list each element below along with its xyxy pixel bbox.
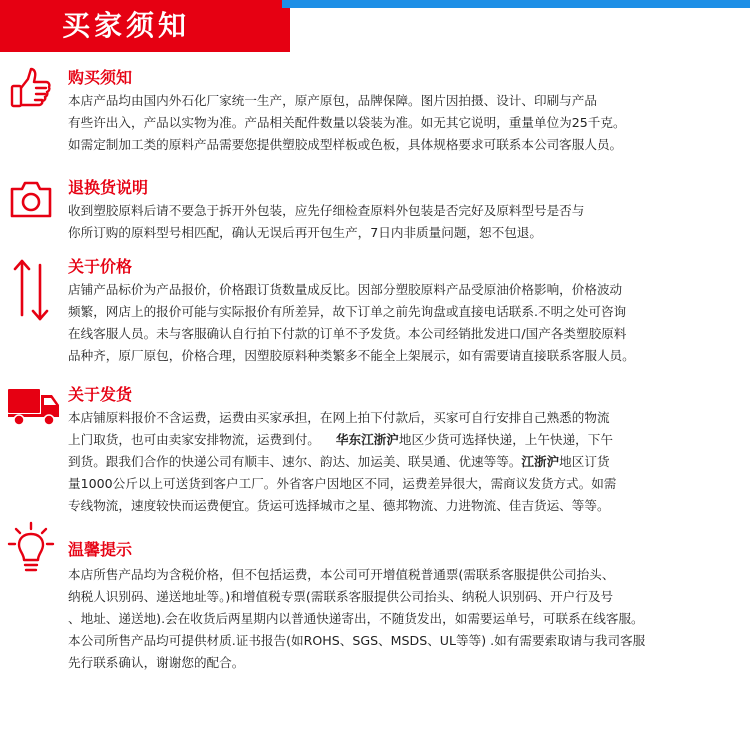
body-line: 在线客服人员。未与客服确认自行拍下付款的订单不予发货。本公司经销批发进口/国产各类塑胶原料 bbox=[68, 326, 627, 341]
section-title: 关于价格 bbox=[68, 257, 133, 276]
body-line: 有些许出入，产品以实物为准。产品相关配件数量以袋装为准。如无其它说明，重量单位为25千克。 bbox=[68, 115, 626, 130]
header-banner bbox=[0, 0, 750, 52]
body-line: 、地址、递送地).会在收货后两星期内以普通快递寄出，不随货发出，如需要运单号，可联系在线客服。 bbox=[68, 611, 644, 626]
thumbs-up-icon bbox=[6, 64, 56, 114]
light-bulb-icon bbox=[6, 520, 56, 580]
body-line: 纳税人识别码、递送地址等。)和增值税专票(需联系客服提供公司抬头、纳税人识别码、开户行及号 bbox=[68, 589, 614, 604]
section-title: 购买须知 bbox=[68, 68, 133, 87]
body-line: 先行联系确认，谢谢您的配合。 bbox=[68, 655, 245, 670]
section-body bbox=[68, 407, 744, 517]
delivery-truck-icon bbox=[6, 381, 62, 431]
section-title: 关于发货 bbox=[68, 385, 133, 404]
body-line: 收到塑胶原料后请不要急于拆开外包装，应先仔细检查原料外包装是否完好及原料型号是否与 bbox=[68, 203, 585, 218]
body-line: 你所订购的原料型号相匹配，确认无误后再开包生产，7日内非质量问题，恕不包退。 bbox=[68, 225, 542, 240]
body-line: 如需定制加工类的原料产品需要您提供塑胶成型样板或色板，具体规格要求可联系本公司客服人员。 bbox=[68, 137, 623, 152]
section-body bbox=[68, 200, 744, 244]
body-line bbox=[68, 451, 744, 473]
body-line-text: 地区少货可选择快递，上午快递，下午 bbox=[398, 432, 613, 447]
banner-blue-stripe bbox=[282, 0, 750, 8]
body-line: 本公司所售产品均可提供材质.证书报告(如ROHS、SGS、MSDS、UL等等) .如有需要索取请与我司客服 bbox=[68, 633, 646, 648]
body-line-text: 上门取货，也可由卖家安排物流，运费到付。 bbox=[68, 432, 320, 447]
region-highlight: 江浙沪 bbox=[521, 454, 560, 469]
body-line: 量1000公斤以上可送货到客户工厂。外省客户因地区不同，运费差异很大，需商议发货方式。如需 bbox=[68, 476, 617, 491]
body-line: 本店产品均由国内外石化厂家统一生产，原产原包，品牌保障。图片因拍摄、设计、印刷与产品 bbox=[68, 93, 597, 108]
camera-icon bbox=[6, 174, 56, 224]
body-line bbox=[68, 429, 744, 451]
section-title: 退换货说明 bbox=[68, 178, 149, 197]
section-body bbox=[68, 90, 744, 156]
up-down-arrows-icon bbox=[6, 255, 56, 325]
body-line: 专线物流，速度较快而运费便宜。货运可选择城市之星、德邦物流、力进物流、佳吉货运、等等。 bbox=[68, 498, 610, 513]
body-line: 品种齐，原厂原包，价格合理，因塑胶原料种类繁多不能全上架展示，如有需要请直接联系客服人员。 bbox=[68, 348, 635, 363]
body-line: 本店所售产品均为含税价格，但不包括运费，本公司可开增值税普通票(需联系客服提供公司抬头、 bbox=[68, 567, 615, 582]
body-line-text: 到货。跟我们合作的快递公司有顺丰、速尔、韵达、加运美、联昊通、优速等等。 bbox=[68, 454, 522, 469]
body-line: 频繁，网店上的报价可能与实际报价有所差异，故下订单之前先询盘或直接电话联系.不明之处可咨询 bbox=[68, 304, 627, 319]
section-body bbox=[68, 564, 744, 674]
page-title: 买家须知 bbox=[62, 9, 191, 42]
body-line: 本店铺原料报价不含运费，运费由买家承担，在网上拍下付款后，买家可自行安排自己熟悉的物流 bbox=[68, 410, 610, 425]
body-line-text: 地区订货 bbox=[559, 454, 610, 469]
section-title: 温馨提示 bbox=[68, 540, 133, 559]
body-line: 店铺产品标价为产品报价，价格跟订货数量成反比。因部分塑胶原料产品受原油价格影响，价格波动 bbox=[68, 282, 623, 297]
section-body bbox=[68, 279, 744, 367]
region-highlight: 华东江浙沪 bbox=[335, 432, 399, 447]
